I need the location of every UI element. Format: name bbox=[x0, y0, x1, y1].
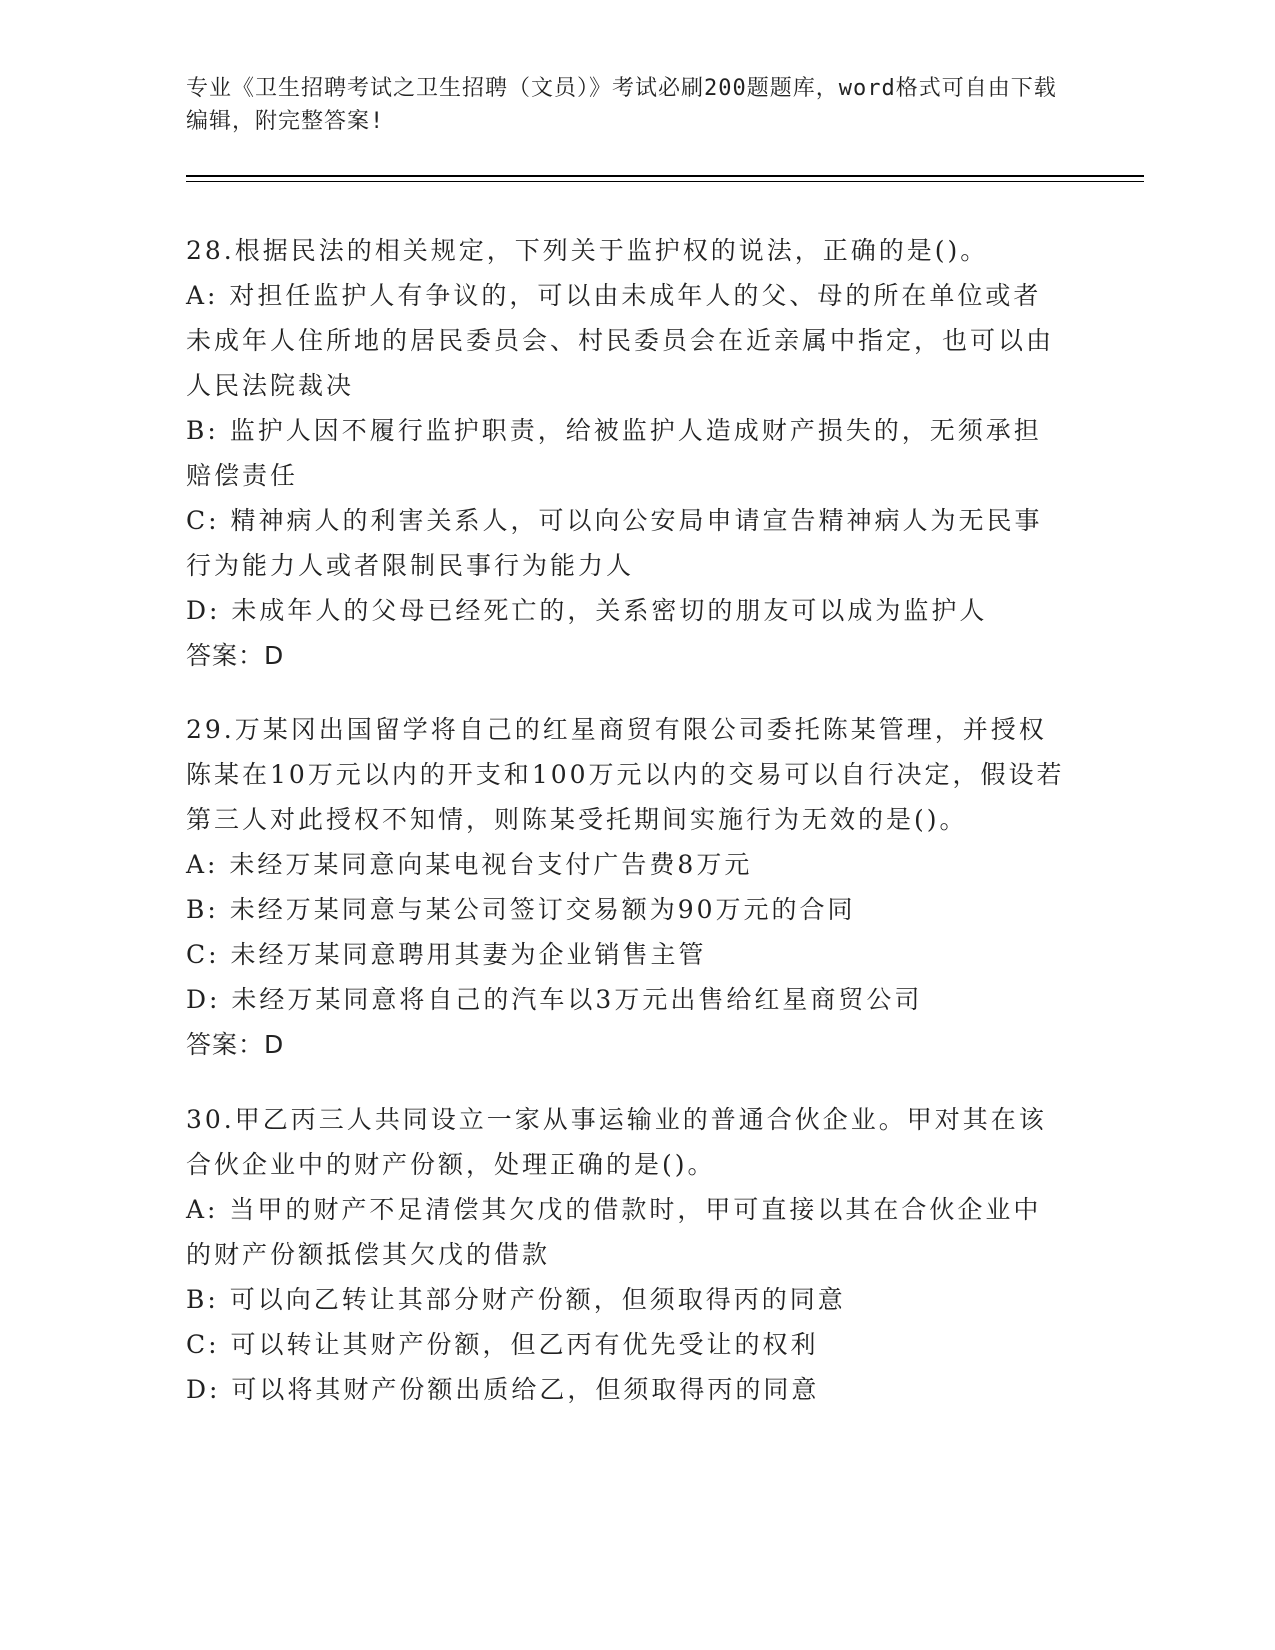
header-divider-thin bbox=[186, 181, 1144, 182]
option-c: C: 精神病人的利害关系人，可以向公安局申请宣告精神病人为无民事行为能力人或者限制民事行为能力人 bbox=[186, 506, 1043, 580]
answer: 答案：D bbox=[186, 1030, 285, 1059]
option-d: D: 未经万某同意将自己的汽车以3万元出售给红星商贸公司 bbox=[186, 985, 923, 1014]
option-b: B: 监护人因不履行监护职责，给被监护人造成财产损失的，无须承担赔偿责任 bbox=[186, 416, 1042, 490]
question-30 bbox=[186, 1097, 1066, 1412]
option-c: C: 可以转让其财产份额，但乙丙有优先受让的权利 bbox=[186, 1330, 819, 1359]
question-29 bbox=[186, 707, 1066, 1067]
option-b: B: 未经万某同意与某公司签订交易额为90万元的合同 bbox=[186, 895, 856, 924]
question-stem: 28.根据民法的相关规定，下列关于监护权的说法，正确的是()。 bbox=[186, 236, 989, 265]
option-a: A: 未经万某同意向某电视台支付广告费8万元 bbox=[186, 850, 753, 879]
option-b: B: 可以向乙转让其部分财产份额，但须取得丙的同意 bbox=[186, 1285, 846, 1314]
option-a: A: 当甲的财产不足清偿其欠戊的借款时，甲可直接以其在合伙企业中的财产份额抵偿其欠戊的借款 bbox=[186, 1195, 1042, 1269]
question-stem: 29.万某冈出国留学将自己的红星商贸有限公司委托陈某管理，并授权陈某在10万元以内的开支和100万元以内的交易可以自行决定，假设若第三人对此授权不知情，则陈某受托期间实施行为无效的是()。 bbox=[186, 715, 1065, 834]
question-28 bbox=[186, 228, 1066, 678]
answer: 答案：D bbox=[186, 641, 285, 670]
option-d: D: 未成年人的父母已经死亡的，关系密切的朋友可以成为监护人 bbox=[186, 596, 988, 625]
header-divider-thick bbox=[186, 175, 1144, 177]
option-a: A: 对担任监护人有争议的，可以由未成年人的父、母的所在单位或者未成年人住所地的居民委员会、村民委员会在近亲属中指定，也可以由人民法院裁决 bbox=[186, 281, 1055, 400]
option-d: D: 可以将其财产份额出质给乙，但须取得丙的同意 bbox=[186, 1375, 820, 1404]
document-header: 专业《卫生招聘考试之卫生招聘（文员）》考试必刷200题题库，word格式可自由下载编辑，附完整答案! bbox=[186, 76, 1057, 134]
option-c: C: 未经万某同意聘用其妻为企业销售主管 bbox=[186, 940, 707, 969]
question-stem: 30.甲乙丙三人共同设立一家从事运输业的普通合伙企业。甲对其在该合伙企业中的财产份额，处理正确的是()。 bbox=[186, 1105, 1047, 1179]
